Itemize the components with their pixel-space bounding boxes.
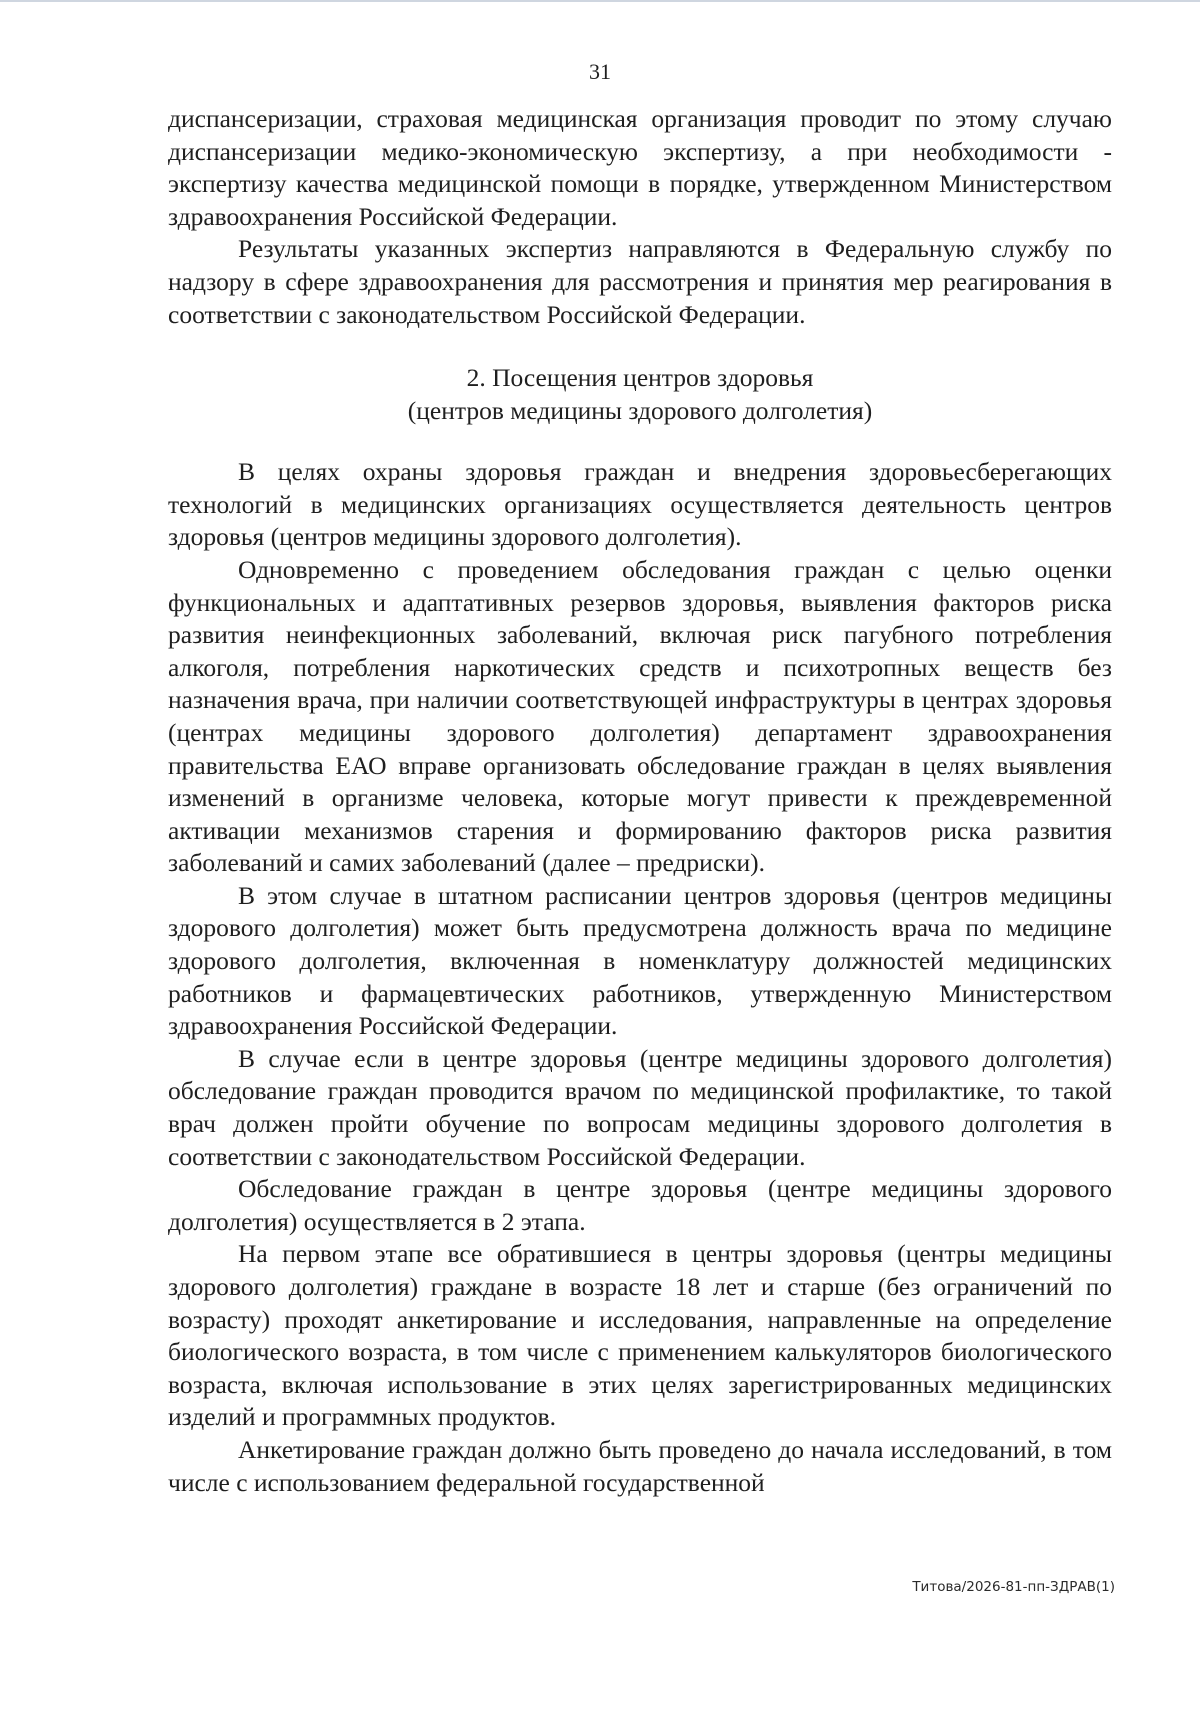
scan-top-edge	[0, 0, 1200, 2]
paragraph-expertise-results: Результаты указанных экспертиз направляются в Федеральную службу по надзору в сфере здравоохранения для рассмотрения и принятия мер реагирования в соответствии с законодательством Российской Федерации.	[168, 234, 1112, 329]
section-heading-line-1: 2. Посещения центров здоровья	[466, 363, 814, 393]
section-heading	[168, 361, 1112, 427]
paragraph-health-centers: В целях охраны здоровья граждан и внедрения здоровьесберегающих технологий в медицинских организациях осуществляется деятельность центров здоровья (центров медицины здорового долголетия).	[168, 457, 1112, 552]
paragraph-examination-scope: Одновременно с проведением обследования граждан с целью оценки функциональных и адаптативных резервов здоровья, выявления факторов риска развития неинфекционных заболеваний, включая риск пагубного потребления алкоголя, потребления наркотических средств и психотропных веществ без назначения врача, при наличии соответствующей инфраструктуры в центрах здоровья (центрах медицины здорового долголетия) департамент здравоохранения правительства ЕАО вправе организовать обследование граждан в целях выявления изменений в организме человека, которые могут привести к преждевременной активации механизмов старения и формированию факторов риска развития заболеваний и самих заболеваний (далее – предриски).	[168, 554, 1112, 878]
paragraph-doctor-training: В случае если в центре здоровья (центре медицины здорового долголетия) обследование граждан проводится врачом по медицинской профилактике, то такой врач должен пройти обучение по вопросам медицины здорового долголетия в соответствии с законодательством Российской Федерации.	[168, 1043, 1112, 1171]
paragraph-two-stages: Обследование граждан в центре здоровья (центре медицины здорового долголетия) осуществляется в 2 этапа.	[168, 1174, 1112, 1236]
document-footer-code: Титова/2026-81-пп-ЗДРАВ(1)	[912, 1579, 1115, 1595]
page-number: 31	[589, 59, 611, 84]
paragraph-staffing: В этом случае в штатном расписании центров здоровья (центров медицины здорового долголетия) может быть предусмотрена должность врача по медицине здорового долголетия, включенная в номенклатуру должностей медицинских работников и фармацевтических работников, утвержденную Министерством здравоохранения Российской Федерации.	[168, 880, 1112, 1041]
paragraph-questionnaire: Анкетирование граждан должно быть проведено до начала исследований, в том числе с использованием федеральной государственной	[168, 1434, 1112, 1497]
section-heading-line-2: (центров медицины здорового долголетия)	[407, 396, 873, 426]
paragraph-continuation: диспансеризации, страховая медицинская организация проводит по этому случаю диспансеризации медико-экономическую экспертизу, а при необходимости - экспертизу качества медицинской помощи в порядке, утвержденном Министерством здравоохранения Российской Федерации.	[168, 104, 1112, 231]
document-body	[168, 103, 1112, 1499]
paragraph-first-stage: На первом этапе все обратившиеся в центры здоровья (центры медицины здорового долголетия) граждане в возрасте 18 лет и старше (без ограничений по возрасту) проходят анкетирование и исследования, направленные на определение биологического возраста, в том числе с применением калькуляторов биологического возраста, включая использование в этих целях зарегистрированных медицинских изделий и программных продуктов.	[168, 1239, 1112, 1432]
